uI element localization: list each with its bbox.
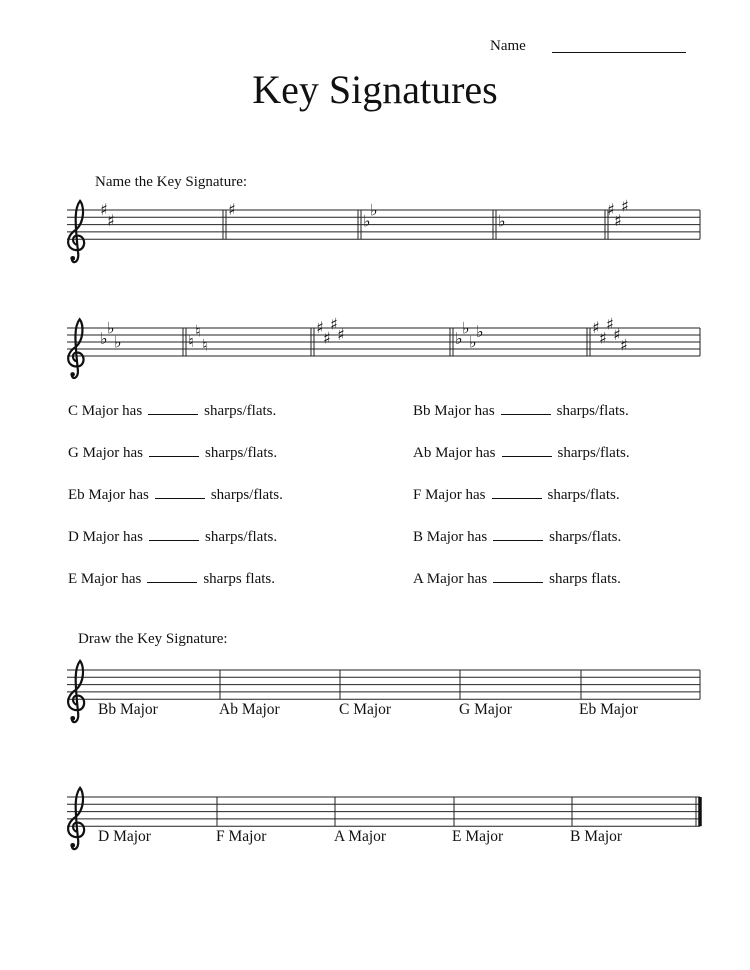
question-key: D Major has [68,529,143,545]
question-key: A Major has [413,571,488,587]
flat-icon: ♭ [469,332,477,352]
question-suffix: sharps/flats. [205,445,278,461]
natural-icon: ♮ [188,332,194,351]
page-title: Key Signatures [252,67,498,112]
sharp-icon: ♯ [606,314,614,334]
sharp-icon: ♯ [592,318,600,337]
sharp-icon: ♯ [613,325,621,344]
draw-key-label: Bb Major [98,701,158,718]
draw-heading: Draw the Key Signature: [78,631,228,647]
question-key: Ab Major has [413,445,496,461]
question-suffix: sharps/flats. [204,403,277,419]
flat-icon: ♭ [476,322,484,341]
question-suffix: sharps/flats. [205,529,278,545]
sharp-icon: ♯ [100,200,108,219]
treble-clef-icon [70,843,75,848]
sharp-icon: ♯ [323,328,331,348]
flat-icon: ♭ [363,211,371,231]
flat-icon: ♭ [114,332,122,352]
draw-key-label: Ab Major [219,701,280,718]
flat-icon: ♭ [370,200,378,220]
draw-key-label: G Major [459,701,512,718]
draw-key-label: D Major [98,828,151,845]
flat-icon: ♭ [462,318,470,338]
natural-icon: ♮ [195,321,201,341]
question-key: C Major has [68,403,143,419]
question-key: E Major has [68,571,142,587]
question-key: Bb Major has [413,403,495,419]
treble-clef-icon [70,372,75,377]
draw-key-label: B Major [570,828,623,845]
question-key: B Major has [413,529,488,545]
sharp-icon: ♯ [614,210,622,230]
question-key: Eb Major has [68,487,149,503]
flat-icon: ♭ [455,329,463,348]
identify-heading: Name the Key Signature: [95,174,248,190]
question-suffix: sharps/flats. [557,445,630,461]
flat-icon: ♭ [498,211,506,231]
question-suffix: sharps/flats. [556,403,629,419]
sharp-icon: ♯ [337,325,345,344]
sharp-icon: ♯ [316,318,324,337]
question-suffix: sharps/flats. [549,529,622,545]
question-suffix: sharps/flats. [210,487,283,503]
question-suffix: sharps flats. [549,571,621,587]
draw-key-label: Eb Major [579,701,638,718]
sharp-icon: ♯ [620,335,628,355]
sharp-icon: ♯ [228,200,236,219]
draw-key-label: F Major [216,828,267,845]
sharp-icon: ♯ [621,196,629,216]
treble-clef-icon [70,256,75,261]
flat-icon: ♭ [107,318,115,338]
question-suffix: sharps/flats. [547,487,620,503]
natural-icon: ♮ [202,335,208,355]
question-key: F Major has [413,487,486,503]
sharp-icon: ♯ [107,210,115,230]
question-suffix: sharps flats. [203,571,275,587]
sharp-icon: ♯ [330,314,338,334]
sharp-icon: ♯ [607,200,615,219]
draw-key-label: C Major [339,701,392,718]
sharp-icon: ♯ [599,328,607,348]
treble-clef-icon [70,716,75,721]
name-label: Name [490,38,526,54]
question-key: G Major has [68,445,143,461]
flat-icon: ♭ [100,329,108,348]
draw-key-label: A Major [334,828,387,845]
draw-key-label: E Major [452,828,504,845]
